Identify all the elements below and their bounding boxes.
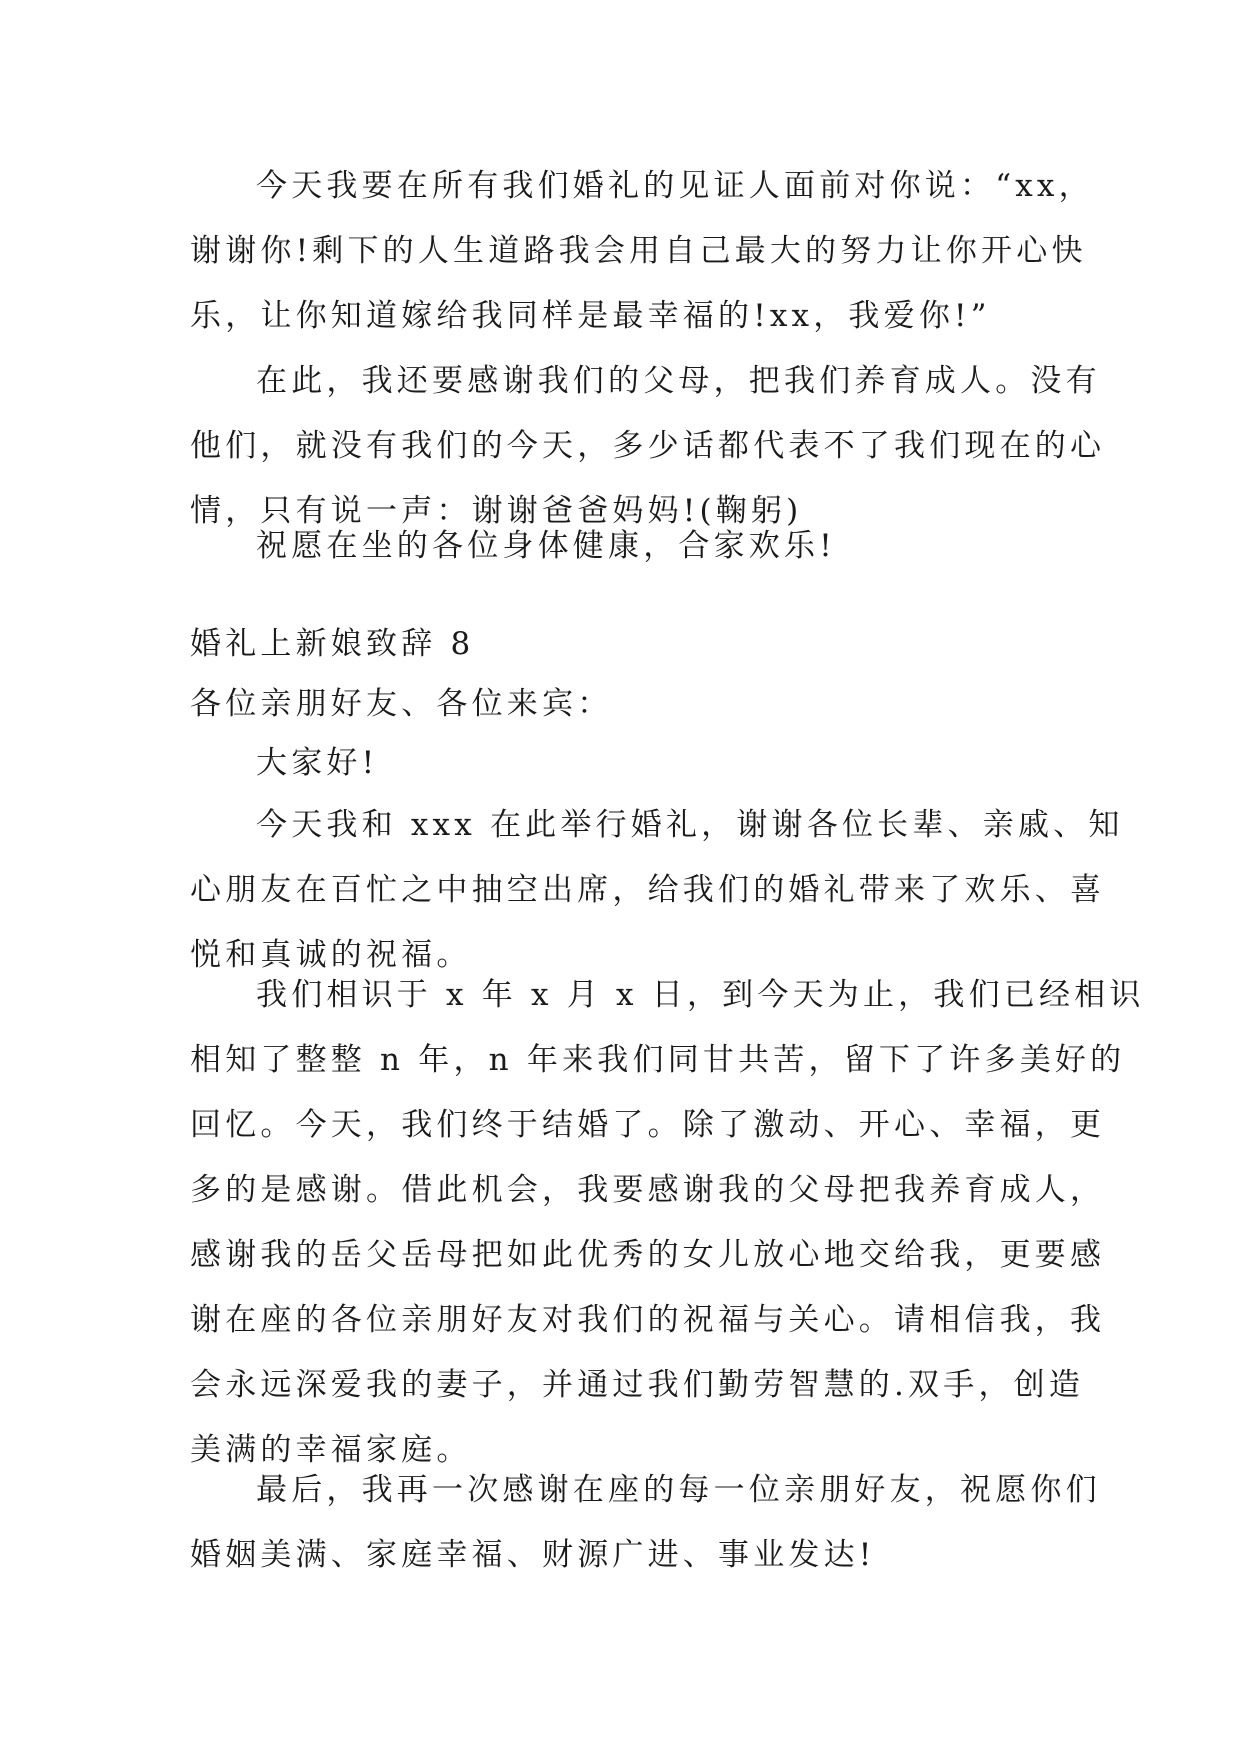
salutation (190, 672, 1070, 737)
text-line: 悦和真诚的祝福。 (190, 937, 472, 973)
text-line: 今天我和 xxx 在此举行婚礼，谢谢各位长辈、亲戚、知 (256, 807, 1124, 843)
text-line: 心朋友在百忙之中抽空出席，给我们的婚礼带来了欢乐、喜 (190, 872, 1106, 908)
text-line: 大家好! (256, 745, 379, 781)
text-line: 在此，我还要感谢我们的父母，把我们养育成人。没有 (256, 363, 1101, 399)
text-line: 回忆。今天，我们终于结婚了。除了激动、开心、幸福，更 (190, 1107, 1106, 1143)
text-line: 会永远深爱我的妻子，并通过我们勤劳智慧的.双手，创造 (190, 1367, 1085, 1403)
text-line: 谢在座的各位亲朋好友对我们的祝福与关心。请相信我，我 (190, 1302, 1106, 1338)
text-line: 我们相识于 x 年 x 月 x 日，到今天为止，我们已经相识 (256, 977, 1145, 1013)
text-line: 美满的幸福家庭。 (190, 1432, 472, 1468)
paragraph-closing (190, 1458, 1101, 1588)
text-line: 谢谢你!剩下的人生道路我会用自己最大的努力让你开心快 (190, 233, 1087, 269)
text-line: 今天我要在所有我们婚礼的见证人面前对你说：“xx， (256, 168, 1094, 204)
paragraph-story (190, 963, 1145, 1483)
text-line: 情，只有说一声：谢谢爸爸妈妈!(鞠躬) (190, 493, 803, 529)
paragraph-vow (190, 154, 1094, 349)
greeting (190, 731, 1070, 796)
section-title: 婚礼上新娘致辞 8 (190, 626, 475, 662)
paragraph-blessing (190, 514, 1070, 579)
text-line: 祝愿在坐的各位身体健康，合家欢乐! (256, 528, 836, 564)
text-line: 乐，让你知道嫁给我同样是最幸福的!xx，我爱你!” (190, 298, 991, 334)
text-line: 多的是感谢。借此机会，我要感谢我的父母把我养育成人， (190, 1172, 1106, 1208)
text-line: 婚姻美满、家庭幸福、财源广进、事业发达! (190, 1537, 876, 1573)
paragraph-ceremony (190, 793, 1124, 988)
text-line: 他们，就没有我们的今天，多少话都代表不了我们现在的心 (190, 428, 1106, 464)
text-line: 各位亲朋好友、各位来宾： (190, 686, 613, 722)
text-line: 最后，我再一次感谢在座的每一位亲朋好友，祝愿你们 (256, 1472, 1101, 1508)
text-line: 相知了整整 n 年，n 年来我们同甘共苦，留下了许多美好的 (190, 1042, 1126, 1078)
text-line: 感谢我的岳父岳母把如此优秀的女儿放心地交给我，更要感 (190, 1237, 1106, 1273)
